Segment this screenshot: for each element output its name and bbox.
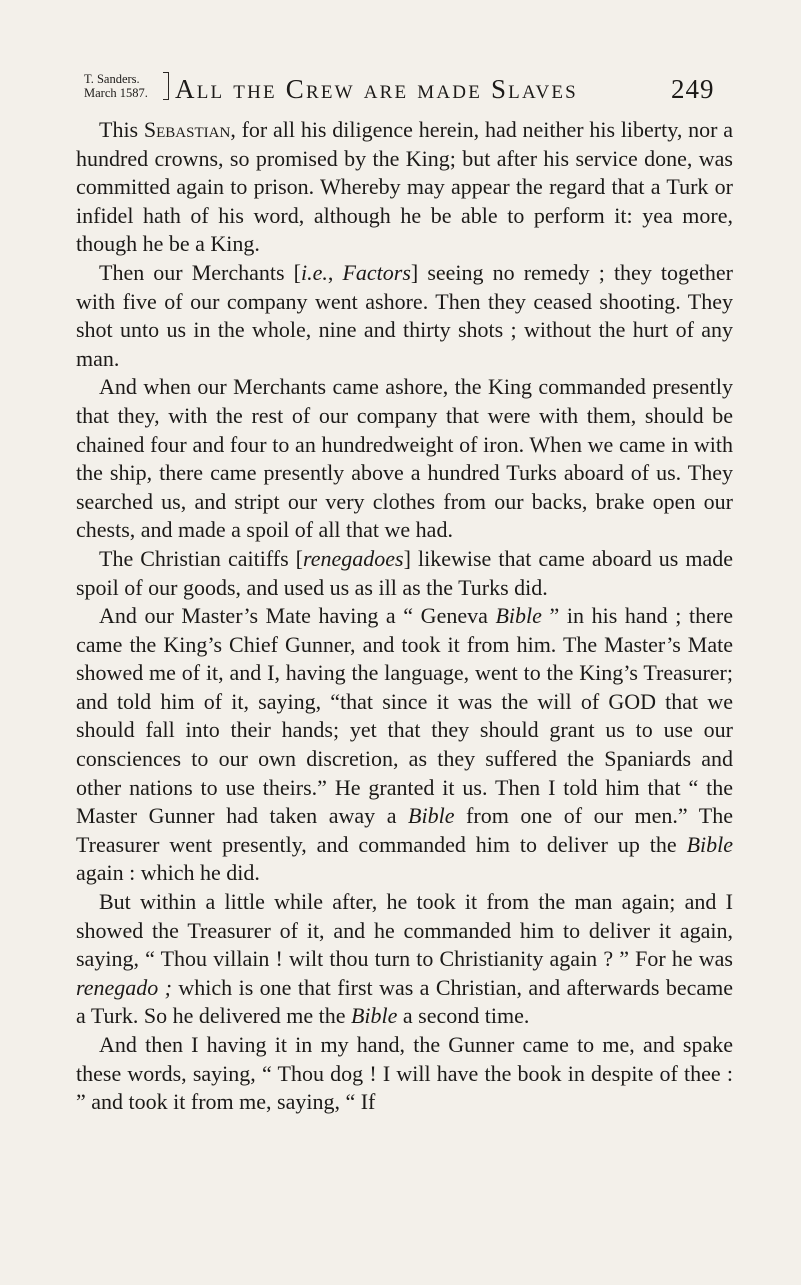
text-run: from one of our men.” The Treasurer went presently, and commanded him to deliver up the [76, 803, 733, 857]
text-run: again : which he did. [76, 860, 260, 886]
text-run: Sebastian [143, 117, 231, 142]
paragraph [76, 1031, 733, 1117]
paragraph [76, 373, 733, 545]
paragraph [76, 259, 733, 373]
text-run: renegado ; [76, 974, 173, 1000]
text-run: ” in his hand ; there came the King’s Chief Gunner, and took it from him. The Master’s Mate showed me of it, and I, having the language, went to the King’s Treasurer; and told him of it, saying, “that since it was the will of GOD that we should fall into their hands; yet that they should grant us to use our consciences to our own discretion, as they suffered the Spaniards and other nations to use theirs.” He granted it us. Then I told him that “ the Master Gunner had taken away a [76, 603, 733, 829]
text-run: The Christian caitiffs [ [99, 545, 304, 571]
paragraph [76, 602, 733, 888]
text-run: , for all his diligence herein, had neither his liberty, nor a hundred crowns, so promised by the King; but after his service done, was committed again to prison. Whereby may appear the regard that a Turk or infidel hath of his word, although he be able to perform it: yea more, though he be a King. [76, 117, 733, 257]
text-run: renegadoes [303, 545, 404, 571]
text-run: i.e. [300, 259, 328, 285]
text-run: Bible [408, 803, 455, 829]
text-run: And when our Merchants came ashore, the King commanded presently that they, with the rest of our company that were with them, should be chained four and four to an hundredweight of iron. When we came in with the ship, there came presently above a hundred Turks aboard of us. They searched us, and stript our very clothes from our backs, brake open our chests, and made a spoil of all that we had. [76, 374, 733, 543]
text-run: This [99, 117, 144, 142]
text-run: Bible [686, 831, 733, 857]
paragraph [76, 116, 733, 259]
text-run: And our Master’s Mate having a “ Geneva [99, 603, 496, 629]
text-run: a second time. [397, 1003, 530, 1029]
text-run: Then our Merchants [ [99, 259, 301, 285]
text-run: ] likewise that came aboard us made spoil of our goods, and used us as ill as the Turks did. [76, 545, 733, 600]
margin-note [84, 72, 169, 100]
text-run: , [327, 259, 343, 285]
text-run: Factors [342, 259, 411, 285]
running-head-title: All the Crew are made Slaves [175, 74, 578, 104]
text-run: Bible [350, 1003, 398, 1029]
paragraph [76, 545, 733, 602]
page-number: 249 [671, 74, 715, 104]
text-run: And then I having it in my hand, the Gunner came to me, and spake these words, saying, “ Thou dog ! I will have the book in despite of thee : ” and took it from me, saying, “ If [76, 1032, 733, 1115]
margin-note-author: T. Sanders. [84, 72, 140, 86]
paragraph [76, 888, 733, 1031]
text-run: Bible [495, 603, 542, 629]
text-run: ] seeing no remedy ; they together with five of our company went ashore. Then they ceased shooting. They shot unto us in the whole, nine and thirty shots ; without the hurt of any man. [76, 259, 733, 371]
body-text [76, 116, 733, 1117]
text-run: which is one that first was a Christian, and afterwards became a Turk. So he delivered me the [76, 974, 733, 1029]
running-head [84, 72, 734, 112]
text-run: But within a little while after, he took it from the man again; and I showed the Treasurer of it, and he commanded him to deliver it again, saying, “ Thou villain ! wilt thou turn to Christianity again ? ” For he was [76, 889, 733, 972]
margin-note-date: March 1587. [84, 86, 148, 100]
